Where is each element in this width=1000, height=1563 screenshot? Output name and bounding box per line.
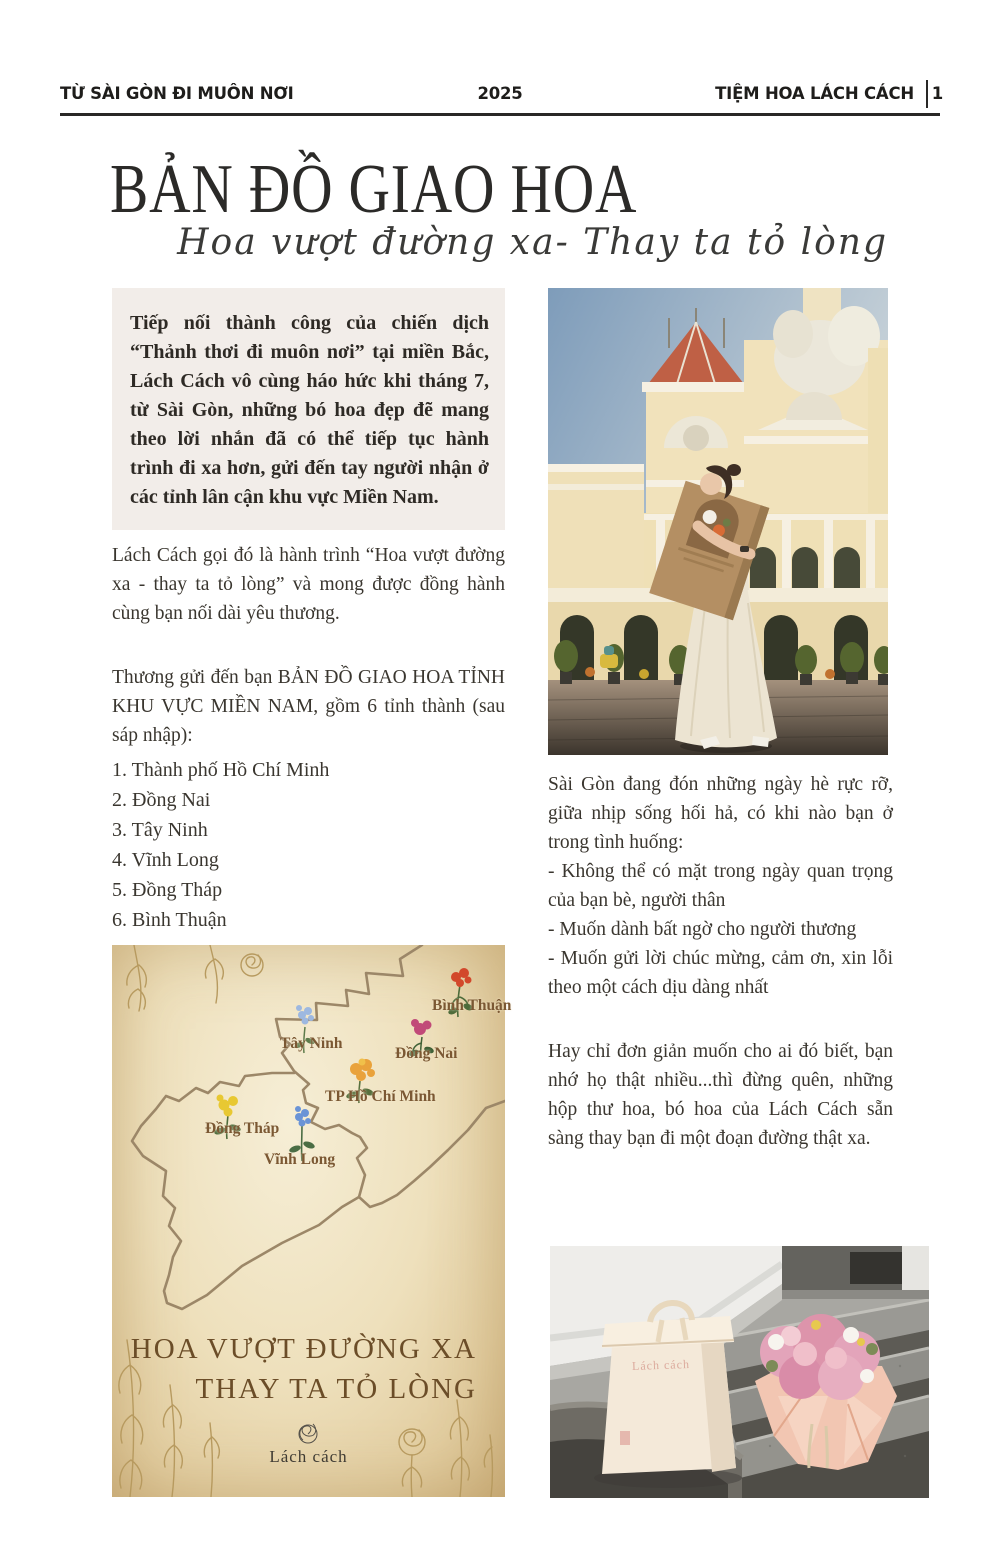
map-caption-line1: HOA VƯỢT ĐƯỜNG XA [130, 1333, 477, 1365]
header-divider [926, 80, 928, 108]
header-year: 2025 [477, 84, 523, 103]
photo-city-hall-illustration [548, 288, 888, 755]
right-bullet-1: - Không thể có mặt trong ngày quan trọng của bạn bè, người thân [548, 861, 893, 911]
photo-flower-box-bouquet-steps [550, 1246, 929, 1498]
map-caption-line2: THAY TA TỎ LÒNG [195, 1373, 477, 1405]
left-text-column [112, 541, 505, 935]
right-paragraph-2: Hay chỉ đơn giản muốn cho ai đó biết, bạn nhớ họ thật nhiều...thì đừng quên, những hộp thư hoa, bó hoa của Lách Cách sẵn sàng thay bạn đi một đoạn đường thật xa. [548, 1041, 893, 1149]
province-list-item: 2. Đồng Nai [112, 789, 211, 811]
header-left-label: TỪ SÀI GÒN ĐI MUÔN NƠI [60, 84, 294, 103]
map-label-dong-thap: Đồng Tháp [205, 1120, 280, 1137]
province-list-item: 4. Vĩnh Long [112, 849, 219, 871]
page-subtitle: Hoa vượt đường xa- Thay ta tỏ lòng [177, 222, 888, 263]
map-label-tay-ninh: Tây Ninh [280, 1035, 343, 1052]
right-bullet-2: - Muốn dành bất ngờ cho người thương [548, 919, 857, 940]
photo-city-hall-flower-box [548, 288, 888, 755]
photo-steps-illustration [550, 1246, 929, 1498]
flower-delivery-map [112, 945, 512, 1497]
left-paragraph-2: Thương gửi đến bạn BẢN ĐỒ GIAO HOA TỈNH KHU VỰC MIỀN NAM, gồm 6 tỉnh thành (sau sáp nhập): [112, 667, 505, 746]
header-right-label: TIỆM HOA LÁCH CÁCH [715, 84, 914, 103]
map-logo-text: Lách cách [269, 1447, 348, 1466]
intro-highlight-box [112, 288, 505, 530]
province-list-item: 5. Đồng Tháp [112, 879, 223, 901]
page-title: BẢN ĐỒ GIAO HOA [110, 151, 638, 228]
map-label-binh-thuan: Bình Thuận [432, 997, 512, 1014]
map-artwork [112, 945, 505, 1497]
flower-box-icon [594, 1303, 742, 1488]
right-text-column [548, 770, 893, 1153]
province-list-item: 3. Tây Ninh [112, 819, 208, 841]
map-label-vinh-long: Vĩnh Long [264, 1151, 336, 1168]
left-paragraph-1: Lách Cách gọi đó là hành trình “Hoa vượt đường xa - thay ta tỏ lòng” và mong được đồng hành cùng bạn nối dài yêu thương. [112, 545, 505, 624]
map-label-dong-nai: Đồng Nai [395, 1045, 458, 1062]
header-rule [60, 113, 940, 116]
box-brand-text: Lách cách [631, 1356, 691, 1374]
header-page-number: 1 [931, 84, 943, 103]
province-list-item: 6. Bình Thuận [112, 909, 227, 931]
lachcach-logo-icon [299, 1424, 317, 1443]
right-bullet-3: - Muốn gửi lời chúc mừng, cảm ơn, xin lỗi theo một cách dịu dàng nhất [548, 948, 893, 998]
intro-highlight-text: Tiếp nối thành công của chiến dịch “Thảnh thơi đi muôn nơi” tại miền Bắc, Lách Cách vô cùng háo hức khi tháng 7, từ Sài Gòn, những bó hoa đẹp đẽ mang theo lời nhắn đã có thể tiếp tục hành trình đi xa hơn, gửi đến tay người nhận ở các tỉnh lân cận khu vực Miền Nam. [130, 312, 489, 508]
right-paragraph-1: Sài Gòn đang đón những ngày hè rực rỡ, giữa nhịp sống hối hả, có khi nào bạn ở trong tình huống: [548, 774, 893, 853]
map-label-hcm: TP Hồ Chí Minh [325, 1088, 436, 1105]
province-list-item: 1. Thành phố Hồ Chí Minh [112, 759, 330, 781]
